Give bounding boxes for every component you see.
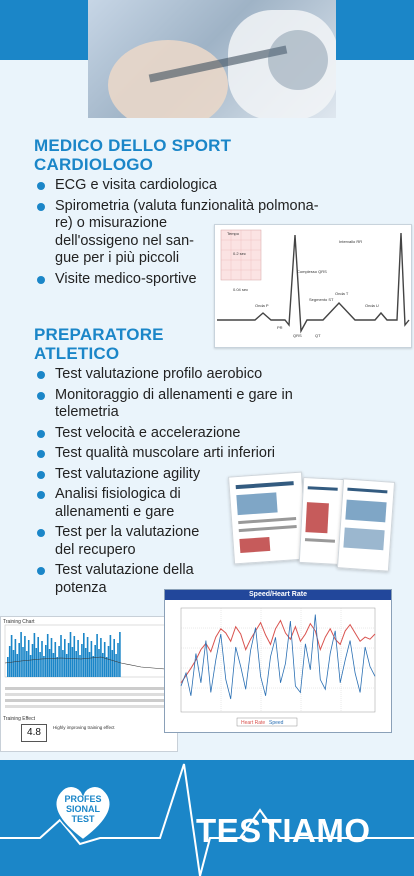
heart-logo-icon xyxy=(48,776,118,846)
list-item: Spirometria (valuta funzionalità polmona- re) o misurazione dell'ossigeno nel san- gue per i più piccoli xyxy=(35,198,353,268)
list-item: Test per la valutazione del recupero xyxy=(35,524,355,559)
bullet-icon xyxy=(37,471,45,479)
legend-heart-rate: Heart Rate xyxy=(241,720,266,726)
training-bar xyxy=(100,638,102,677)
chart-title: Training Chart xyxy=(3,619,35,625)
training-chart-svg xyxy=(1,623,177,683)
legend-speed: Speed xyxy=(269,720,284,726)
ecg-label: QRS xyxy=(293,333,302,338)
ecg-diagram xyxy=(214,224,412,348)
training-bar xyxy=(11,635,13,677)
training-bar xyxy=(70,632,72,677)
training-bar xyxy=(24,636,26,677)
report-thumbnail xyxy=(337,478,395,571)
chart-title: Speed/Heart Rate xyxy=(165,590,391,600)
training-bar xyxy=(39,652,41,677)
bullet-icon xyxy=(37,371,45,379)
training-bar xyxy=(85,648,87,677)
bullet-icon xyxy=(37,491,45,499)
training-bar xyxy=(96,634,98,677)
speed-heart-rate-chart xyxy=(164,589,392,733)
training-bar xyxy=(36,648,38,677)
training-bar xyxy=(79,655,81,677)
brand-name: TESTIAMO xyxy=(196,812,371,849)
training-bar xyxy=(93,656,95,677)
training-bar xyxy=(15,639,17,677)
training-bar xyxy=(91,641,93,677)
training-bar xyxy=(9,646,11,677)
training-bar xyxy=(102,653,104,677)
ecg-label: Onda T xyxy=(335,291,349,296)
training-bar xyxy=(81,644,83,677)
training-bar xyxy=(53,653,55,677)
training-bar xyxy=(77,640,79,677)
training-bar xyxy=(106,657,108,677)
training-bar xyxy=(75,651,77,677)
svg-text:TEST: TEST xyxy=(71,814,95,824)
list-item: Test valutazione agility xyxy=(35,466,355,484)
training-bar xyxy=(34,633,36,677)
list-item: Test valutazione della potenza xyxy=(35,562,355,597)
training-bar xyxy=(89,652,91,677)
training-bar xyxy=(108,646,110,677)
list-item: Monitoraggio di allenamenti e gare in telemetria xyxy=(35,387,355,422)
ecg-label: PR xyxy=(277,325,283,330)
training-bar xyxy=(49,649,51,677)
list-item: Analisi fisiologica di allenamenti e gare xyxy=(35,486,355,521)
bullet-icon xyxy=(37,430,45,438)
title-line: CARDIOLOGO xyxy=(34,155,154,174)
training-bar xyxy=(17,654,19,677)
training-bar xyxy=(60,635,62,677)
training-bar xyxy=(110,635,112,677)
training-bar xyxy=(62,650,64,677)
training-bar xyxy=(83,633,85,677)
training-bar xyxy=(51,638,53,677)
training-bar xyxy=(98,649,100,677)
training-bar xyxy=(72,647,74,677)
ecg-label: 0.2 sec xyxy=(233,251,246,256)
training-bar xyxy=(20,632,22,677)
training-bar xyxy=(18,643,20,677)
bullet-icon xyxy=(37,276,45,284)
ecg-label: Intervallo RR xyxy=(339,239,363,244)
training-bar xyxy=(30,655,32,677)
training-effect-value: 4.8 xyxy=(21,724,47,742)
section-title-medico xyxy=(34,136,231,174)
training-bar xyxy=(28,640,30,677)
training-bar xyxy=(119,632,121,677)
training-bar xyxy=(37,637,39,677)
training-bar xyxy=(56,657,58,677)
training-bar xyxy=(74,636,76,677)
report-thumbnail xyxy=(228,472,308,565)
bullet-icon xyxy=(37,567,45,575)
training-bar xyxy=(68,643,70,677)
training-bar xyxy=(45,645,47,677)
training-bar xyxy=(22,647,24,677)
hr-chart-svg xyxy=(165,600,391,732)
ecg-label: Onda P xyxy=(255,303,269,308)
title-line: ATLETICO xyxy=(34,344,120,363)
training-bar xyxy=(66,654,68,677)
section-title-preparatore xyxy=(34,325,164,363)
svg-text:SIONAL: SIONAL xyxy=(65,804,101,814)
bullet-icon xyxy=(37,529,45,537)
training-bar xyxy=(58,646,60,677)
list-item: Test valutazione profilo aerobico xyxy=(35,366,355,384)
header-photo xyxy=(88,0,336,118)
training-bar xyxy=(112,650,114,677)
bullet-icon xyxy=(37,182,45,190)
ecg-label: Complesso QRS xyxy=(297,269,327,274)
ecg-label: 0.04 sec xyxy=(233,287,249,292)
training-bar xyxy=(87,637,89,677)
training-bar xyxy=(113,639,115,677)
list-item: ECG e visita cardiologica xyxy=(35,177,353,195)
training-bar xyxy=(115,654,117,677)
list-item: Visite medico-sportive xyxy=(35,271,353,289)
ecg-label: Onda U xyxy=(365,303,379,308)
svg-text:PROFES: PROFES xyxy=(64,794,102,804)
effect-text: Highly improving training effect xyxy=(53,725,115,730)
professional-test-logo xyxy=(48,776,118,846)
title-line: MEDICO DELLO SPORT xyxy=(34,136,232,155)
list-item: Test qualità muscolare arti inferiori xyxy=(35,445,355,463)
ecg-label: QT xyxy=(315,333,321,338)
training-bar xyxy=(104,642,106,677)
ecg-label: Tempo xyxy=(227,231,240,236)
title-line: PREPARATORE xyxy=(34,325,164,344)
training-bar xyxy=(47,634,49,677)
training-bar xyxy=(94,645,96,677)
effect-title: Training Effect xyxy=(3,716,35,722)
bullet-icon xyxy=(37,450,45,458)
training-bar xyxy=(13,650,15,677)
list-item: Test velocità e accelerazione xyxy=(35,425,355,443)
training-bar xyxy=(32,644,34,677)
bullet-icon xyxy=(37,392,45,400)
training-bar xyxy=(55,642,57,677)
bullet-icon xyxy=(37,203,45,211)
training-bar xyxy=(7,657,9,677)
training-chart xyxy=(0,616,178,752)
ecg-label: Segmento ST xyxy=(309,297,334,302)
training-bar xyxy=(26,651,28,677)
ecg-svg xyxy=(215,225,411,347)
training-bar xyxy=(117,643,119,677)
